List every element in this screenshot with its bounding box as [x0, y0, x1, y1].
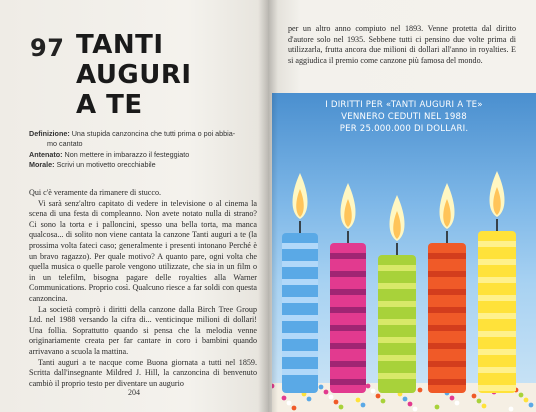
- sprinkle: [519, 393, 524, 398]
- sprinkle: [435, 405, 440, 410]
- candle-stripe: [330, 343, 366, 349]
- candle-stripe: [478, 331, 516, 337]
- candles-illustration: [272, 93, 536, 412]
- candle-stripe: [428, 379, 466, 385]
- definition-line: [29, 150, 257, 160]
- candle-stripe: [428, 361, 466, 367]
- candle-stripe: [282, 369, 318, 375]
- candle-stripe: [282, 297, 318, 303]
- chapter-title-line: AUGURI: [76, 60, 192, 90]
- sprinkle: [472, 394, 477, 399]
- page-number: 204: [128, 388, 140, 397]
- sprinkle: [366, 384, 371, 389]
- definition-term: Morale:: [29, 160, 55, 169]
- right-body-text: [288, 24, 516, 66]
- candle-stripe: [428, 253, 466, 259]
- sprinkle: [509, 407, 514, 412]
- candle-stripe: [282, 351, 318, 357]
- sprinkle: [324, 390, 329, 395]
- candle-stripe: [478, 313, 516, 319]
- sprinkle: [371, 389, 376, 394]
- candle-stripe: [330, 253, 366, 259]
- candle-stripe: [378, 355, 416, 361]
- candle-stripe: [330, 379, 366, 385]
- paragraph: Qui c'è veramente da rimanere di stucco.: [29, 188, 162, 197]
- candle-stripe: [428, 307, 466, 313]
- sprinkle: [450, 396, 455, 401]
- sprinkle: [477, 399, 482, 404]
- book-gutter-shadow: [258, 0, 278, 412]
- sprinkle: [455, 401, 460, 406]
- paragraph: per un altro anno compiuto nel 1893. Venne protetta dal diritto d'autore solo nel 1935. Sebbene tutti ci pensino due volte prima di utilizzarla, frutta ancora due milioni di dollari all'anno in royalties. E si aggiudica il premio come canzone più famosa del mondo.: [288, 24, 516, 65]
- sprinkle: [292, 406, 297, 411]
- sprinkle: [319, 385, 324, 390]
- candle-stripe: [428, 289, 466, 295]
- candle-stripe: [378, 373, 416, 379]
- candle-stripe: [428, 343, 466, 349]
- sprinkle: [307, 397, 312, 402]
- sprinkle: [361, 403, 366, 408]
- sprinkle: [329, 395, 334, 400]
- sprinkle: [413, 407, 418, 412]
- candle-stripe: [282, 261, 318, 267]
- sprinkle: [356, 398, 361, 403]
- definition-text-continued: mo cantato: [47, 139, 83, 148]
- sprinkle: [282, 396, 287, 401]
- sprinkle: [408, 402, 413, 407]
- candle-stripe: [330, 271, 366, 277]
- photo-caption-line: PER 25.000.000 DI DOLLARI.: [339, 124, 469, 134]
- candle-stripe: [378, 265, 416, 271]
- candle-stripe: [428, 271, 466, 277]
- chapter-number: 97: [30, 34, 65, 62]
- photo-caption-line: I DIRITTI PER «TANTI AUGURI A TE»: [325, 100, 483, 110]
- candle-stripe: [282, 279, 318, 285]
- candle-stripe: [378, 283, 416, 289]
- definition-text: Una stupida canzoncina che tutti prima o poi abbia-: [71, 129, 236, 138]
- candle-stripe: [282, 315, 318, 321]
- candle: [428, 243, 466, 393]
- sprinkle: [418, 388, 423, 393]
- chapter-title-line: TANTI: [76, 30, 164, 60]
- sprinkle: [381, 399, 386, 404]
- candle-stripe: [478, 349, 516, 355]
- chapter-title: [76, 30, 256, 120]
- candle-stripe: [330, 361, 366, 367]
- candle-stripe: [478, 259, 516, 265]
- paragraph: Vi sarà senz'altro capitato di vedere in televisione o al cinema la scena di una festa di compleanno. Non avete notato nulla di strano? Ci sono la torta e i palloncini, spesso una bella torta, ma manca qualcosa... di solito non viene cantata la canzone Tanti auguri a te (la prossima volta fateci caso; generalmente i presenti intonano Perché è un bravo ragazzo). Per quale motivo? A quanto pare, ogni volta che quella musica o quelle parole vengono utilizzate, che sia in un film o in un telefilm, bisogna pagare delle royalties alla Warner Communications. Proprio così. Qualcuno riesce a far soldi con questa canzoncina.: [29, 198, 257, 303]
- photo-caption-line: VENNERO CEDUTI NEL 1988: [341, 112, 467, 122]
- sprinkle: [403, 397, 408, 402]
- candle-stripe: [478, 367, 516, 373]
- definition-line: [29, 129, 257, 149]
- definition-text: Scrivi un motivetto orecchiabile: [56, 160, 156, 169]
- definition-line: [29, 160, 257, 170]
- left-body-text: [29, 188, 257, 389]
- paragraph: Tanti auguri a te nacque come Buona giornata a tutti nel 1859. Scritta dall'insegnante Mildred J. Hill, la canzoncina di benvenuto cambiò il proprio testo per diventare un augurio: [29, 357, 257, 388]
- candle-stripe: [378, 319, 416, 325]
- sprinkle: [529, 403, 534, 408]
- sprinkle: [334, 400, 339, 405]
- sprinkle: [287, 401, 292, 406]
- chapter-title-line: A TE: [76, 90, 143, 120]
- paragraph: La società comprò i diritti della canzone dalla Birch Tree Group Ltd. nel 1988 versando la cifra di... venticinque milioni di dollari! Una follia. Soprattutto quando si pensa che la melodia venne originariamente creata per far cantare in coro i bambini quando arrivavano a scuola la mattina.: [29, 304, 257, 356]
- candle-stripe: [282, 243, 318, 249]
- sprinkle: [376, 394, 381, 399]
- candle-stripe: [330, 325, 366, 331]
- candle-stripe: [378, 301, 416, 307]
- candle-stripe: [330, 307, 366, 313]
- birthday-candles-photo: [272, 93, 536, 412]
- sprinkle: [482, 404, 487, 409]
- candle-stripe: [478, 277, 516, 283]
- candle-stripe: [282, 333, 318, 339]
- candle-stripe: [478, 295, 516, 301]
- sprinkle: [524, 398, 529, 403]
- candle-stripe: [330, 289, 366, 295]
- sprinkle: [339, 405, 344, 410]
- candle-stripe: [428, 325, 466, 331]
- candle-stripe: [378, 337, 416, 343]
- definition-term: Definizione:: [29, 129, 70, 138]
- definition-term: Antenato:: [29, 149, 63, 159]
- candle-stripe: [478, 385, 516, 391]
- definitions-block: [29, 129, 257, 171]
- candle: [330, 243, 366, 393]
- candle-stripe: [478, 241, 516, 247]
- definition-text: Non mettere in imbarazzo il festeggiato: [64, 149, 190, 159]
